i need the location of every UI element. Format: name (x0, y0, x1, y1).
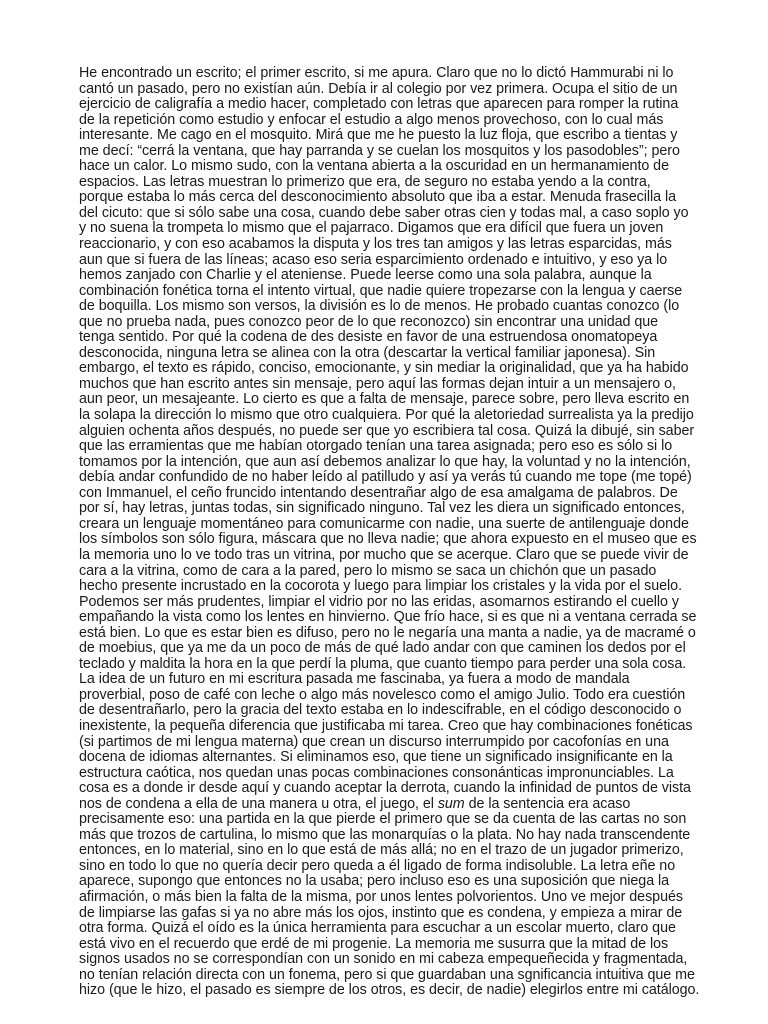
text-line: que las erramientas que me habían otorgado tenían una tarea asignada; pero eso es sólo si lo (79, 438, 673, 455)
text-line: me decí: “cerrá la ventana, que hay parranda y se cuelan los mosquitos y los pasodobles”; pero (79, 142, 680, 159)
text-segment: nos de condena a ella de una manera u otra, el juego, el (79, 795, 438, 812)
text-line: estructura caótica, nos quedan unas pocas combinaciones consonánticas impronunciables. La (79, 764, 674, 781)
text-line: los símbolos son sólo figura, máscara que no lleva nadie; que ahora expuesto en el museo que es (79, 531, 697, 548)
text-line: hace un calor. Lo mismo sudo, con la ventana abierta a la oscuridad en un hermanamiento de (79, 158, 669, 175)
text-line: más que trozos de cartulina, lo mismo que las monarquías o la plata. No hay nada transcendente (79, 826, 691, 843)
text-line: la solapa la dirección lo mismo que otro cualquiera. Por qué la aletoriedad surrealista ya la predijo (79, 407, 694, 424)
text-line: tomamos por la intención, que aun así debemos analizar lo que hay, la voluntad y no la intención, (79, 453, 691, 470)
text-line: combinación fonética torna el intento virtual, que nadie quiere tropezarse con la lengua y caerse (79, 282, 683, 299)
text-line: aparece, supongo que entonces no la usaba; pero incluso eso es una suposición que niega la (79, 873, 670, 890)
text-line: cosa es a donde ir desde aquí y cuando aceptar la derrota, cuando la infinidad de puntos de vista (79, 780, 691, 797)
text-line: por sí, hay letras, juntas todas, sin significado ninguno. Tal vez les diera un significado entonces, (79, 500, 685, 517)
text-line: He encontrado un escrito; el primer escrito, si me apura. Claro que no lo dictó Hammurabi ni lo (79, 65, 674, 81)
text-line: de limpiarse las gafas si ya no abre más los ojos, instinto que es condena, y empieza a mirar de (79, 904, 683, 921)
text-segment: de la sentencia era acaso (464, 795, 631, 812)
italic-word: sum (437, 795, 465, 812)
text-line: sino en todo lo que no quería decir pero queda a él ligado de forma indisoluble. La letra eñe no (79, 857, 676, 874)
text-line: interesante. Me cago en el mosquito. Mirá que me he puesto la luz floja, que escribo a tientas y (79, 127, 678, 144)
text-line (79, 797, 699, 813)
document-body-text (79, 66, 699, 999)
text-line: teclado y maldita la hora en la que perdí la pluma, que cuanto tiempo para perder una sola cosa. (79, 655, 687, 672)
text-line: de moebius, que ya me da un poco de más de qué lado andar con que caminen los dedos por el (79, 640, 686, 657)
text-line: creara un lenguaje momentáneo para comunicarme con nadie, una suerte de antilenguaje donde (79, 515, 689, 532)
text-line: que no prueba nada, pues conozco peor de lo que reconozco) sin encontrar una unidad que (79, 313, 659, 330)
text-line: ejercicio de caligrafía a medio hacer, completado con letras que aparecen para romper la rutina (79, 96, 679, 113)
text-line: la memoria uno lo ve todo tras un vitrina, por mucho que se acerque. Claro que se puede vivir de (79, 546, 689, 563)
text-line: cara a la vitrina, como de cara a la pared, pero lo mismo se saca un chichón que un pasado (79, 562, 657, 579)
text-line: porque estaba lo más cerca del desconocimiento absoluto que iba a estar. Menuda frasecilla la (79, 189, 676, 206)
text-line: con Immanuel, el ceño fruncido intentando desentrañar algo de esa amalgama de palabros. De (79, 484, 678, 501)
text-line: alguien ochenta años después, no puede ser que yo escribiera tal cosa. Quizá la dibujé, sin saber (79, 422, 695, 439)
text-line: La idea de un futuro en mi escritura pasada me fascinaba, ya fuera a modo de mandala (79, 671, 630, 688)
text-line: de la repetición como estudio y enfocar el estudio a algo menos provechoso, con lo cual más (79, 111, 664, 128)
text-line: entonces, en lo material, sino en lo que está de más allá; no en el trazo de un jugador primerizo, (79, 842, 684, 859)
text-line: hemos zanjado con Charlie y el ateniense. Puede leerse como una sola palabra, aunque la (79, 267, 652, 284)
text-line: del cicuto: que si sólo sabe una cosa, cuando debe saber otras cien y todas mal, a caso soplo yo (79, 204, 689, 221)
text-line: embargo, el texto es rápido, conciso, emocionante, y sin mediar la originalidad, que ya ha habido (79, 360, 689, 377)
text-line: docena de idiomas alternantes. Si eliminamos eso, que tiene un significado insignificante en la (79, 749, 673, 766)
text-line: y no suena la trompeta lo mismo que el pajarraco. Digamos que era difícil que fuera un joven (79, 220, 664, 237)
text-line: aun peor, un mesajeante. Lo cierto es que a falta de mensaje, parece sobre, pero lleva escrito en (79, 391, 690, 408)
text-line: debía andar confundido de no haber leído al patilludo y así ya verás tú cuando me tope (me topé) (79, 469, 692, 486)
text-line: Podemos ser más prudentes, limpiar el vidrio por no las eridas, asomarnos estirando el cuello y (79, 593, 679, 610)
text-line: hecho presente incrustado en la cocorota y luego para limpiar los cristales y la vida por el suelo. (79, 578, 682, 595)
text-line: empañando la vista como los lentes en hinvierno. Que frío hace, si es que ni a ventana cerrada se (79, 609, 697, 626)
text-line: precisamente eso: una partida en la que pierde el primero que se da cuenta de las cartas no son (79, 811, 687, 828)
text-line: inexistente, la pequeña diferencia que justificaba mi tarea. Creo que hay combinaciones fonéticas (79, 717, 693, 734)
text-line: afirmación, o más bien la falta de la misma, por unos lentes polvorientos. Uno ve mejor después (79, 888, 683, 905)
text-line: hizo (que le hizo, el pasado es siempre de los otros, es decir, de nadie) elegirlos entre mi catálogo. (79, 982, 700, 999)
text-line: (si partimos de mi lengua materna) que crean un discurso interrumpido por cacofonías en una (79, 733, 669, 750)
text-line: tenga sentido. Por qué la codena de des desiste en favor de una estruendosa onomatopeya (79, 329, 658, 346)
text-line: aun que si fuera de las líneas; acaso eso seria esparcimiento ordenado e intuitivo, y eso ya lo (79, 251, 668, 268)
text-line: no tenían relación directa con un fonema, pero si que guardaban una sgnificancia intuitiva que me (79, 966, 695, 983)
text-line: signos usados no se correspondían con un sonido en mi cabeza empequeñecida y fragmentada, (79, 951, 688, 968)
text-line: muchos que han escrito antes sin mensaje, pero aquí las formas dejan intuir a un mensajero o, (79, 375, 676, 392)
text-line: espacios. Las letras muestran lo primerizo que era, de seguro no estaba yendo a la contra, (79, 173, 651, 190)
text-line: está bien. Lo que es estar bien es difuso, pero no le negaría una manta a nadie, ya de macramé o (79, 624, 696, 641)
text-line: está vivo en el recuerdo que erdé de mi progenie. La memoria me susurra que la mitad de los (79, 935, 669, 952)
text-line: otra forma. Quizá el oído es la única herramienta para escuchar a un escolar muerto, claro que (79, 920, 676, 937)
text-line: reaccionario, y con eso acabamos la disputa y los tres tan amigos y las letras esparcidas, más (79, 236, 672, 253)
text-line: desconocida, ninguna letra se alinea con la otra (descartar la vertical familiar japonesa). Sin (79, 344, 656, 361)
text-line: proverbial, poso de café con leche o algo más novelesco como el amigo Julio. Todo era cuestión (79, 686, 686, 703)
text-line: de boquilla. Los mismo son versos, la división es lo de menos. He probado cuantas conozco (lo (79, 298, 680, 315)
text-line: cantó un pasado, pero no existían aún. Debía ir al colegio por vez primera. Ocupa el sitio de un (79, 80, 678, 97)
text-line: de desentrañarlo, pero la gracia del texto estaba en lo indescifrable, en el código desconocido o (79, 702, 682, 719)
